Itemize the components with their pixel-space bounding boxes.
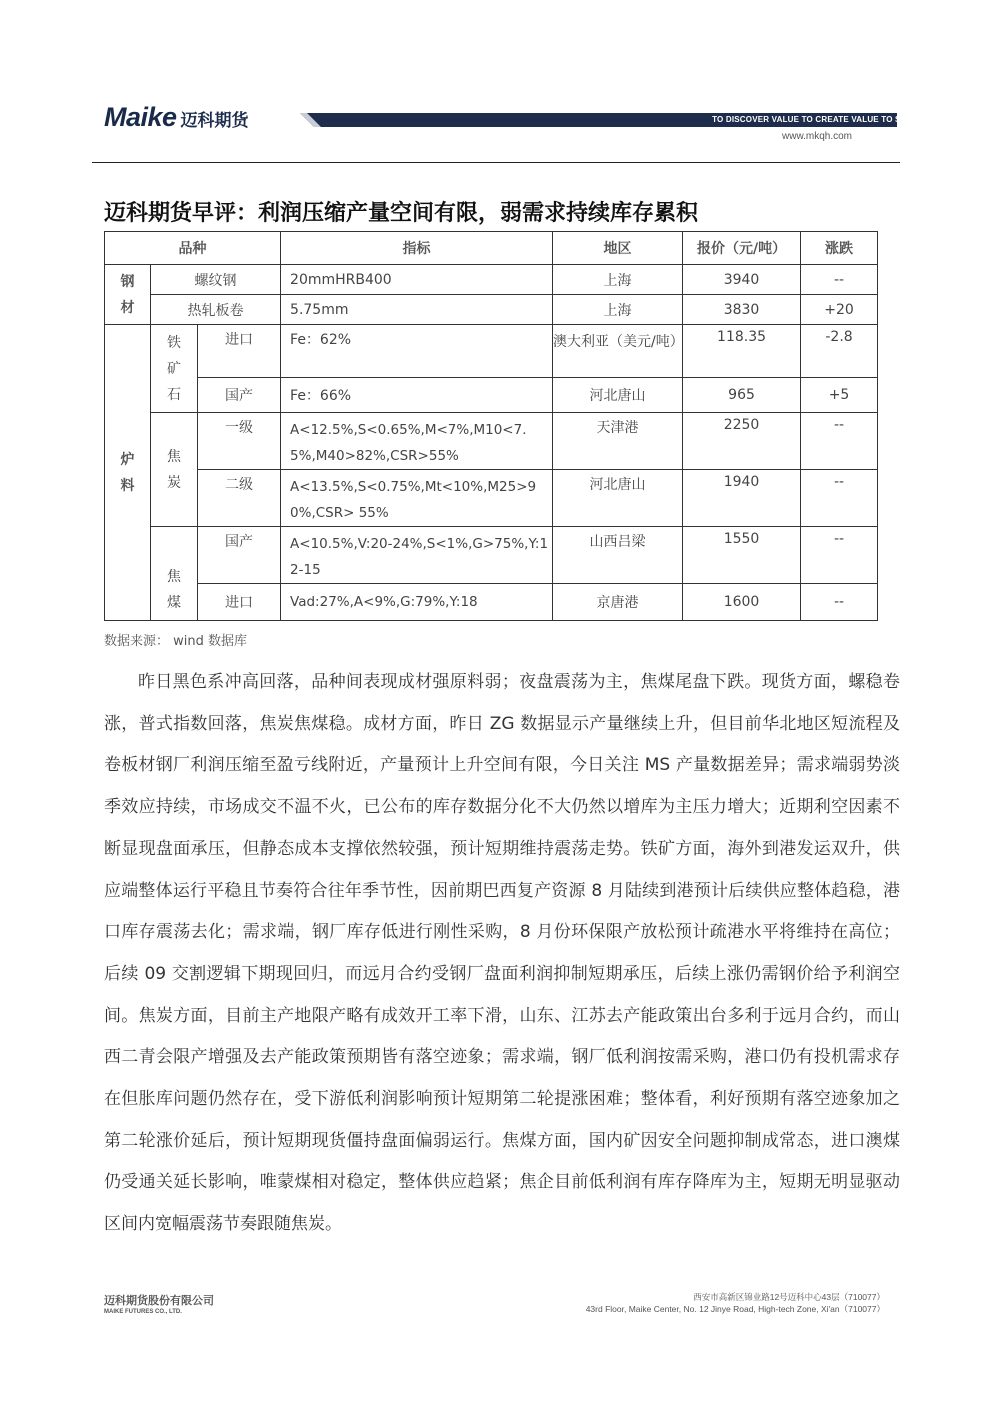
header-region: 地区 [553, 232, 683, 265]
data-source: 数据来源： wind 数据库 [104, 634, 248, 649]
row-price: 3940 [683, 265, 801, 295]
row-region: 河北唐山 [553, 378, 683, 413]
header-variety: 品种 [105, 232, 281, 265]
logo-chinese-text: 迈科期货 [180, 111, 249, 131]
row-name: 热轧板卷 [151, 295, 281, 325]
row-spec: 5.75mm [281, 295, 553, 325]
row-region: 上海 [553, 265, 683, 295]
header-divider [92, 162, 900, 163]
row-change: +20 [801, 295, 878, 325]
row-price: 1940 [683, 470, 801, 527]
row-name: 国产 [198, 527, 281, 584]
commentary-paragraph: 昨日黑色系冲高回落，品种间表现成材强原料弱；夜盘震荡为主，焦煤尾盘下跌。现货方面，螺稳卷涨，普式指数回落，焦炭焦煤稳。成材方面，昨日 ZG 数据显示产量继续上升，但目前华北地区短流程及卷板材钢厂利润压缩至盈亏线附近，产量预计上升空间有限，今日关注 MS 产量数据差异；需求端弱势淡季效应持续，市场成交不温不火，已公布的库存数据分化不大仍然以增库为主压力增大；近期利空因素不断显现盘面承压，但静态成本支撑依然较强，预计短期维持震荡走势。铁矿方面，海外到港发运双升，供应端整体运行平稳且节奏符合往年季节性，因前期巴西复产资源 8 月陆续到港预计后续供应整体趋稳，港口库存震荡去化；需求端，钢厂库存低进行刚性采购，8 月份环保限产放松预计疏港水平将维持在高位；后续 09 交割逻辑下期现回归，而远月合约受钢厂盘面利润抑制短期承压，后续上涨仍需钢价给予利润空间。焦炭方面，目前主产地限产略有成效开工率下滑，山东、江苏去产能政策出台多利于远月合约，而山西二青会限产增强及去产能政策预期皆有落空迹象；需求端，钢厂低利润按需采购，港口仍有投机需求存在但胀库问题仍然存在，受下游低利润影响预计短期第二轮提涨困难；整体看，利好预期有落空迹象加之第二轮涨价延后，预计短期现货僵持盘面偏弱运行。焦煤方面，国内矿因安全问题抑制成常态，进口澳煤仍受通关延长影响，唯蒙煤相对稳定，整体供应趋紧；焦企目前低利润有库存降库为主，短期无明显驱动区间内宽幅震荡节奏跟随焦炭。 [104, 672, 900, 1235]
row-price: 3830 [683, 295, 801, 325]
row-change: -- [801, 527, 878, 584]
row-name: 一级 [198, 413, 281, 470]
row-spec: A<10.5%,V:20-24%,S<1%,G>75%,Y:12-15 [281, 527, 553, 584]
row-price: 2250 [683, 413, 801, 470]
table-row [105, 470, 878, 527]
row-change: -- [801, 413, 878, 470]
footer-address-cn: 西安市高新区锦业路12号迈科中心43层（710077） [693, 1292, 885, 1302]
logo-brand-text: Maike [104, 102, 177, 132]
group-furnace: 炉料 [105, 325, 151, 621]
row-spec: 20mmHRB400 [281, 265, 553, 295]
row-region: 澳大利亚（美元/吨） [553, 325, 683, 378]
row-name: 进口 [198, 584, 281, 621]
table-header-row [105, 232, 878, 265]
footer-company-en: MAIKE FUTURES CO., LTD. [104, 1309, 182, 1315]
sub-coke: 焦炭 [151, 413, 198, 527]
row-region: 山西吕梁 [553, 527, 683, 584]
footer-address [586, 1291, 885, 1315]
row-region: 京唐港 [553, 584, 683, 621]
table-row [105, 413, 878, 470]
footer-address-en: 43rd Floor, Maike Center, No. 12 Jinye Road, High-tech Zone, Xi'an（710077） [585, 1304, 885, 1314]
row-price: 1550 [683, 527, 801, 584]
row-region: 河北唐山 [553, 470, 683, 527]
page-header [0, 0, 992, 165]
row-change: -2.8 [801, 325, 878, 378]
row-spec: A<12.5%,S<0.65%,M<7%,M10<7.5%,M40>82%,CSR>55% [281, 413, 553, 470]
row-name: 二级 [198, 470, 281, 527]
header-price: 报价（元/吨） [683, 232, 801, 265]
row-spec: Fe：66% [281, 378, 553, 413]
row-spec: A<13.5%,S<0.75%,Mt<10%,M25>90%,CSR> 55% [281, 470, 553, 527]
footer-company-cn: 迈科期货股份有限公司 [104, 1294, 214, 1307]
row-name: 进口 [198, 325, 281, 378]
header-change: 涨跌 [801, 232, 878, 265]
row-region: 上海 [553, 295, 683, 325]
row-change: -- [801, 470, 878, 527]
row-spec: Vad:27%,A<9%,G:79%,Y:18 [281, 584, 553, 621]
price-table [104, 231, 878, 621]
sub-iron-ore: 铁矿石 [151, 325, 198, 413]
table-row [105, 325, 878, 378]
table-row [105, 584, 878, 621]
footer-company [104, 1292, 214, 1315]
slogan-text: TO DISCOVER VALUE TO CREATE VALUE TO SHARE VALUE [712, 115, 954, 124]
header-spec: 指标 [281, 232, 553, 265]
row-name: 国产 [198, 378, 281, 413]
sub-coking-coal: 焦煤 [151, 527, 198, 621]
row-price: 965 [683, 378, 801, 413]
table-row [105, 527, 878, 584]
row-name: 螺纹钢 [151, 265, 281, 295]
row-spec: Fe：62% [281, 325, 553, 378]
table-row [105, 378, 878, 413]
row-region: 天津港 [553, 413, 683, 470]
row-price: 1600 [683, 584, 801, 621]
row-price: 118.35 [683, 325, 801, 378]
row-change: -- [801, 584, 878, 621]
maike-logo [104, 102, 249, 133]
group-steel: 钢材 [105, 265, 151, 325]
row-change: +5 [801, 378, 878, 413]
page-title: 迈科期货早评：利润压缩产量空间有限，弱需求持续库存累积 [104, 201, 699, 226]
table-row [105, 265, 878, 295]
website-url: www.mkqh.com [782, 131, 853, 142]
table-row [105, 295, 878, 325]
row-change: -- [801, 265, 878, 295]
